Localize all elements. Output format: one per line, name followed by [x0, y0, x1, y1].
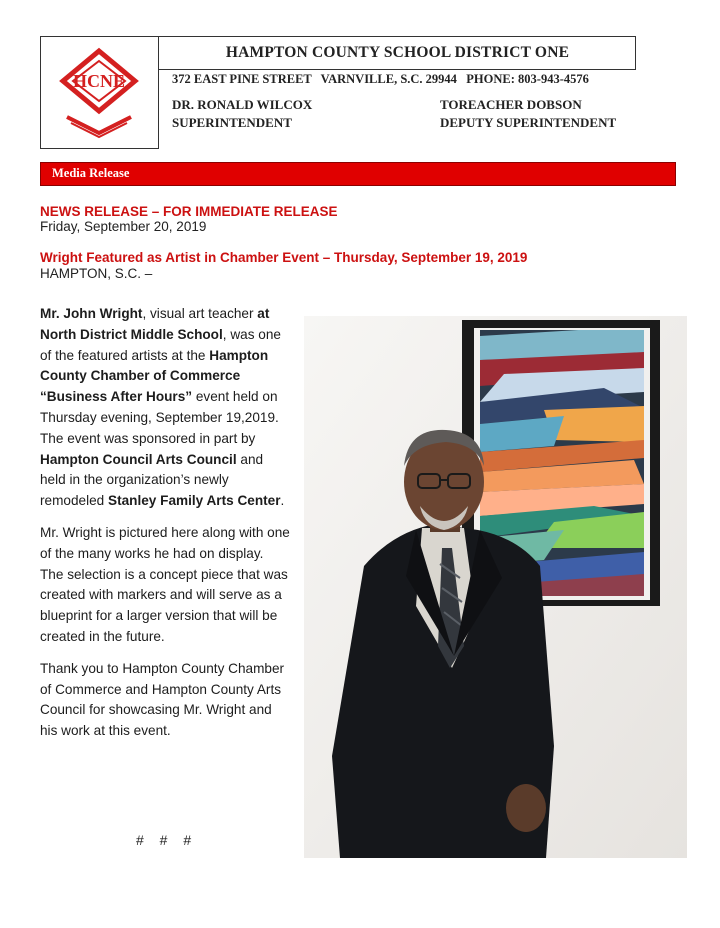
article-headline: Wright Featured as Artist in Chamber Event – Thursday, September 19, 2019 [40, 250, 528, 265]
chamber-event: Hampton County Chamber of Commerce “Business After Hours” [40, 347, 269, 405]
teacher-name: Mr. John Wright [40, 306, 143, 321]
p1-text-5: . [280, 493, 285, 509]
media-release-bar [40, 162, 676, 186]
news-release-heading: NEWS RELEASE – FOR IMMEDIATE RELEASE [40, 204, 338, 219]
media-release-label: Media Release [52, 166, 130, 180]
p1-text-4: and held in the organization’s newly remodeled [40, 451, 264, 509]
paragraph-3: Thank you to Hampton County Chamber of Commerce and Hampton County Arts Council for showcasing Mr. Wright and his work at this event. [40, 660, 285, 739]
article-body [40, 304, 290, 753]
p1-text-2: , was one of the featured artists at the [40, 326, 281, 363]
district-logo-icon [41, 37, 158, 148]
superintendent-block [172, 96, 312, 132]
end-marks: # # # [136, 832, 198, 848]
release-date: Friday, September 20, 2019 [40, 219, 207, 234]
p1-text-3: event held on Thursday evening, September 19,2019. The event was sponsored in part by [40, 389, 279, 446]
logo-letters: HCNE [72, 71, 126, 91]
event-photo [304, 316, 687, 858]
deputy-title: DEPUTY SUPERINTENDENT [440, 115, 617, 130]
paragraph-1 [40, 304, 290, 512]
district-logo-box [40, 36, 159, 149]
p1-text-1: , visual art teacher [142, 306, 258, 321]
paragraph-2: Mr. Wright is pictured here along with one of the many works he had on display. The selection is a concept piece that was created with markers and will serve as a blueprint for a larger version that will be created in the future. [40, 524, 290, 644]
superintendent-title: SUPERINTENDENT [172, 115, 292, 130]
photo-illustration [304, 316, 687, 858]
arts-center: Stanley Family Arts Center [108, 493, 281, 509]
dateline: HAMPTON, S.C. – [40, 266, 153, 281]
deputy-name: TOREACHER DOBSON [440, 97, 582, 112]
district-name: HAMPTON COUNTY SCHOOL DISTRICT ONE [225, 44, 570, 61]
superintendent-name: DR. RONALD WILCOX [172, 97, 313, 112]
district-address: 372 EAST PINE STREET VARNVILLE, S.C. 29944 PHONE: 803-943-4576 [172, 72, 589, 86]
deputy-block [440, 96, 616, 132]
school-name: at North District Middle School [40, 306, 270, 342]
arts-council: Hampton Council Arts Council [40, 451, 237, 467]
